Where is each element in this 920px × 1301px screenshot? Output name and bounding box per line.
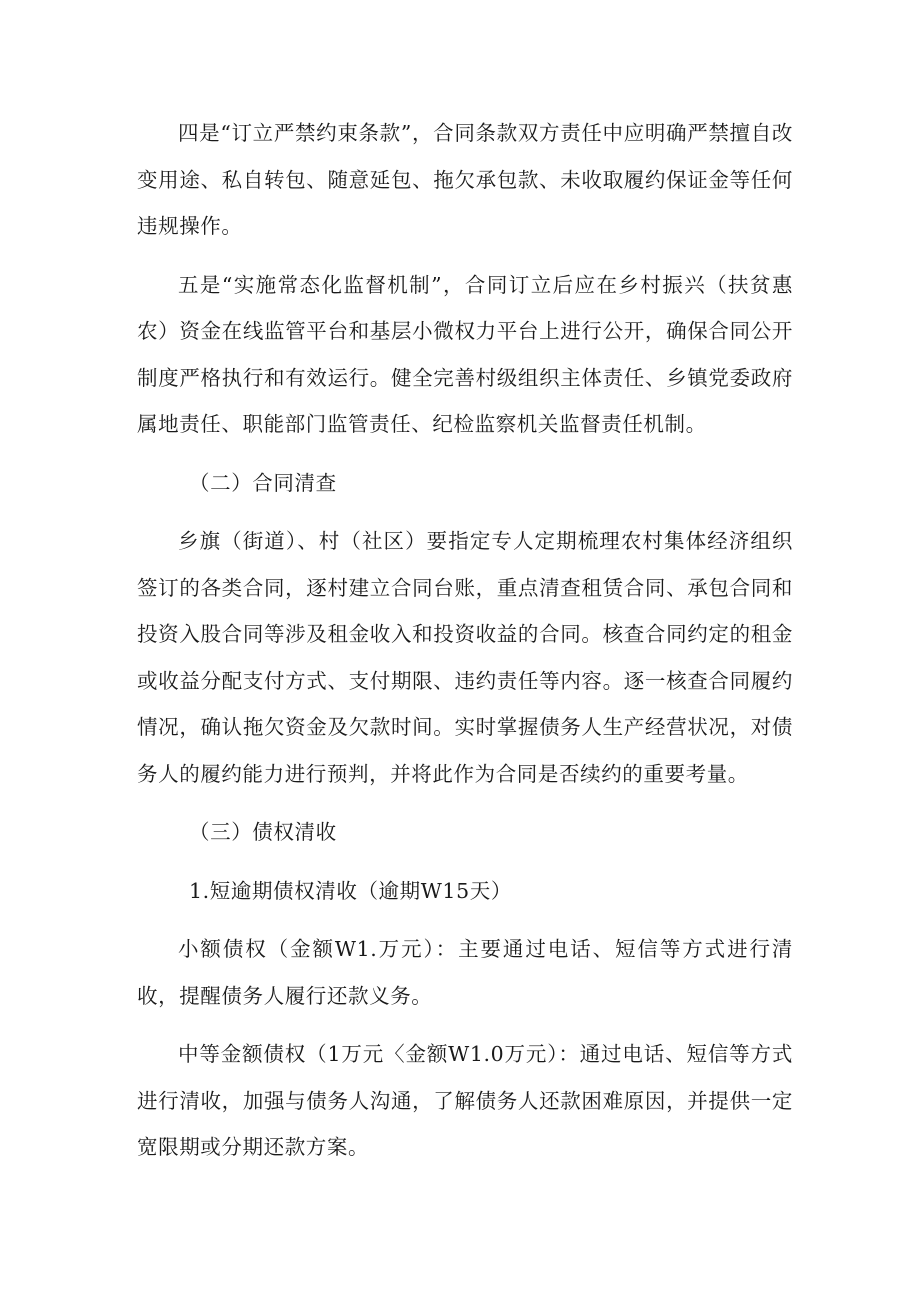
document-page (137, 110, 793, 1171)
section-heading-contract-review: （二）合同清查 (189, 470, 337, 495)
paragraph-supervision: 五是“实施常态化监督机制”，合同订立后应在乡村振兴（扶贫惠农）资金在线监管平台和基层小微权力平台上进行公开，确保合同公开制度严格执行和有效运行。健全完善村级组织主体责任、乡镇党委政府属地责任、职能部门监管责任、纪检监察机关监督责任机制。 (137, 272, 793, 436)
paragraph-contract-review: 乡旗（街道）、村（社区）要指定专人定期梳理农村集体经济组织签订的各类合同，逐村建立合同台账，重点清查租赁合同、承包合同和投资入股合同等涉及租金收入和投资收益的合同。核查合同约定的租金或收益分配支付方式、支付期限、违约责任等内容。逐一核查合同履约情况，确认拖欠资金及欠款时间。实时掌握债务人生产经营状况，对债务人的履约能力进行预判，并将此作为合同是否续约的重要考量。 (137, 529, 793, 786)
paragraph-contract-terms: 四是“订立严禁约束条款”，合同条款双方责任中应明确严禁擅自改变用途、私自转包、随意延包、拖欠承包款、未收取履约保证金等任何违规操作。 (137, 121, 793, 238)
subsection-heading-short-overdue: 1.短逾期债权清收（逾期W15天） (189, 878, 512, 903)
section-heading-debt-collection: （三）债权清收 (189, 820, 337, 844)
paragraph-medium-debt: 中等金额债权（1万元〈金额W1.0万元）：通过电话、短信等方式进行清收，加强与债务人沟通，了解债务人还款困难原因，并提供一定宽限期或分期还款方案。 (137, 1042, 793, 1159)
paragraph-small-debt: 小额债权（金额W1.万元）：主要通过电话、短信等方式进行清收，提醒债务人履行还款义务。 (137, 937, 793, 1008)
